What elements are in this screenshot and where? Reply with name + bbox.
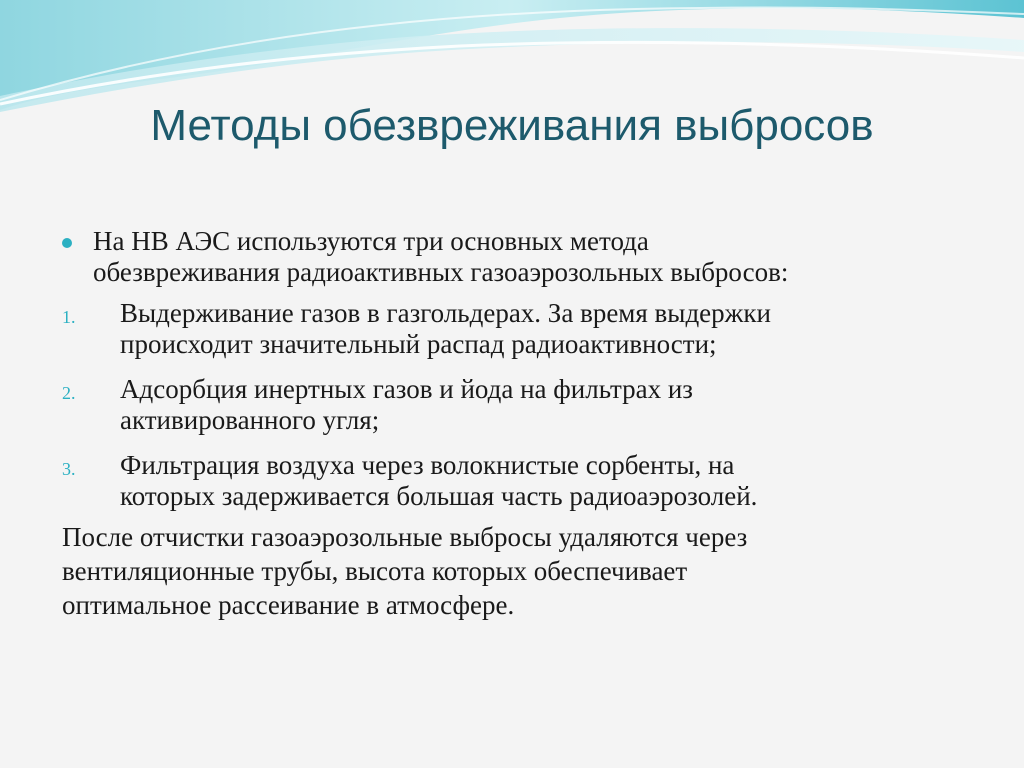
bullet-dot-icon [62,238,72,248]
list-marker-3: 3. [62,459,76,479]
list-item-1-line-1: Выдерживание газов в газгольдерах. За время выдержки [120,298,771,328]
list-item-1-text [120,298,982,360]
list-item-1 [62,298,982,360]
list-item-3-line-2: которых задерживается большая часть радиоаэрозолей. [120,481,758,511]
list-item-1-line-2: происходит значительный распад радиоактивности; [120,329,717,359]
intro-line-1: На НВ АЭС используются три основных метода [93,226,649,256]
list-item-3-line-1: Фильтрация воздуха через волокнистые сорбенты, на [120,450,735,480]
intro-bullet [62,226,982,288]
list-item-2-line-1: Адсорбция инертных газов и йода на фильтрах из [120,374,693,404]
list-item-3 [62,450,982,512]
list-item-3-text [120,450,982,512]
closing-line-2: вентиляционные трубы, высота которых обеспечивает [62,556,688,586]
list-item-2-line-2: активированного угля; [120,405,380,435]
closing-paragraph [62,520,982,622]
slide-title: Методы обезвреживания выбросов [150,101,874,150]
intro-line-2: обезвреживания радиоактивных газоаэрозольных выбросов: [93,257,789,287]
closing-line-3: оптимальное рассеивание в атмосфере. [62,590,515,620]
list-marker-2: 2. [62,383,76,403]
list-marker-1: 1. [62,307,76,327]
intro-text [93,226,982,288]
list-item-2-text [120,374,982,436]
closing-line-1: После отчистки газоаэрозольные выбросы удаляются через [62,522,748,552]
list-item-2 [62,374,982,436]
